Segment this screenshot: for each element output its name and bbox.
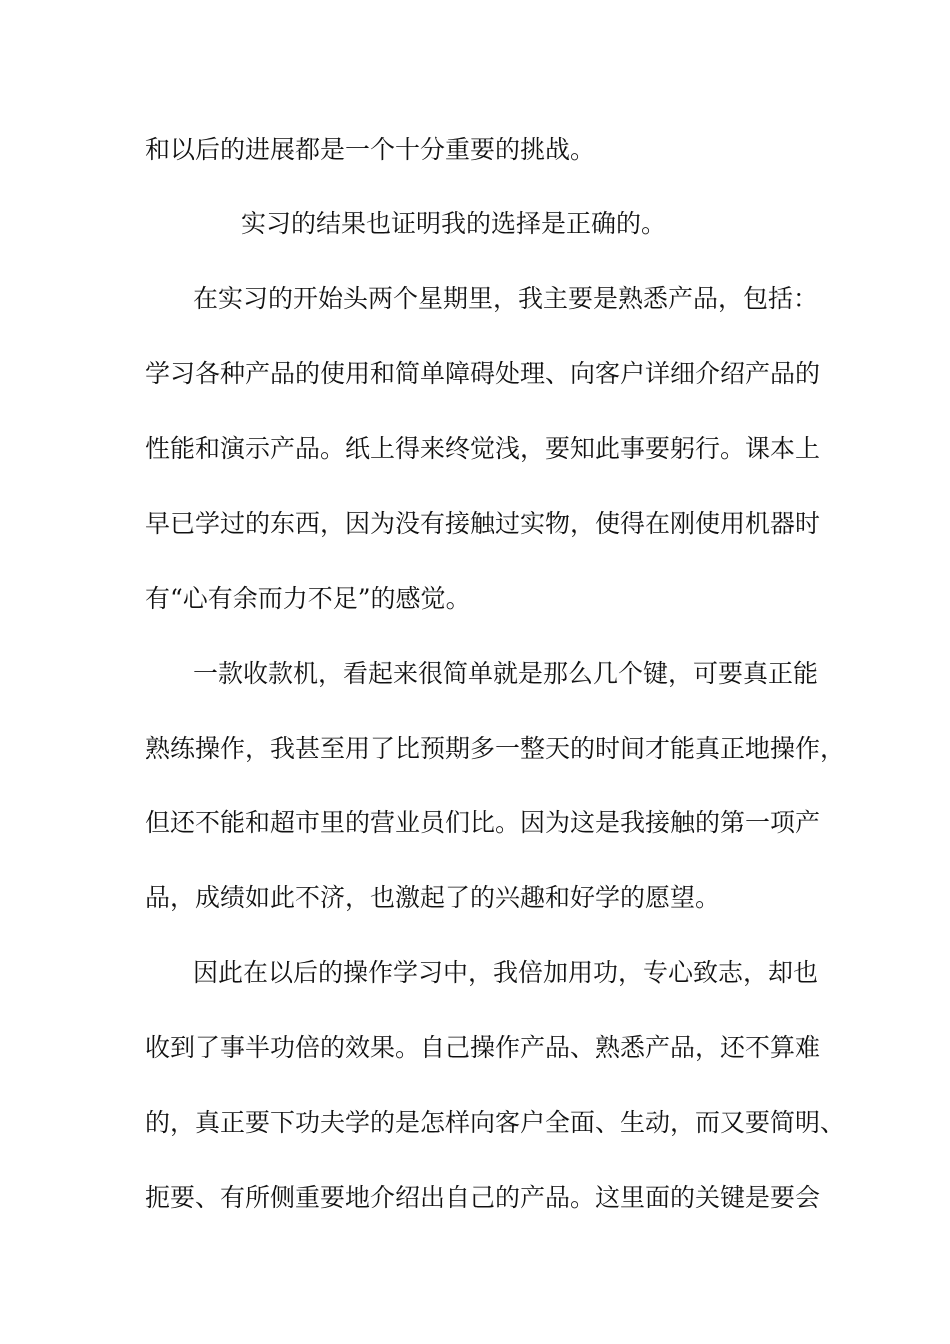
text-line: 扼要、有所侧重要地介绍出自己的产品。这里面的关键是要会 bbox=[145, 1183, 821, 1212]
text-line: 早已学过的东西，因为没有接触过实物，使得在刚使用机器时 bbox=[145, 509, 821, 538]
text-line: 在实习的开始头两个星期里，我主要是熟悉产品，包括： bbox=[193, 284, 819, 313]
text-line: 学习各种产品的使用和简单障碍处理、向客户详细介绍产品的 bbox=[145, 359, 821, 388]
text-line: 的，真正要下功夫学的是怎样向客户全面、生动，而又要简明、 bbox=[145, 1108, 846, 1137]
text-line: 和以后的进展都是一个十分重要的挑战。 bbox=[145, 135, 596, 164]
text-line: 有“心有余而力不足”的感觉。 bbox=[145, 584, 471, 613]
text-line: 但还不能和超市里的营业员们比。因为这是我接触的第一项产 bbox=[145, 808, 821, 837]
text-line: 熟练操作，我甚至用了比预期多一整天的时间才能真正地操作， bbox=[145, 734, 846, 763]
text-line: 品，成绩如此不济，也激起了的兴趣和好学的愿望。 bbox=[145, 883, 721, 912]
text-line: 实习的结果也证明我的选择是正确的。 bbox=[241, 209, 667, 238]
text-line: 性能和演示产品。纸上得来终觉浅，要知此事要躬行。课本上 bbox=[145, 434, 821, 463]
text-line: 因此在以后的操作学习中，我倍加用功，专心致志，却也 bbox=[193, 958, 819, 987]
text-line: 一款收款机，看起来很简单就是那么几个键，可要真正能 bbox=[193, 659, 819, 688]
text-line: 收到了事半功倍的效果。自己操作产品、熟悉产品，还不算难 bbox=[145, 1033, 821, 1062]
